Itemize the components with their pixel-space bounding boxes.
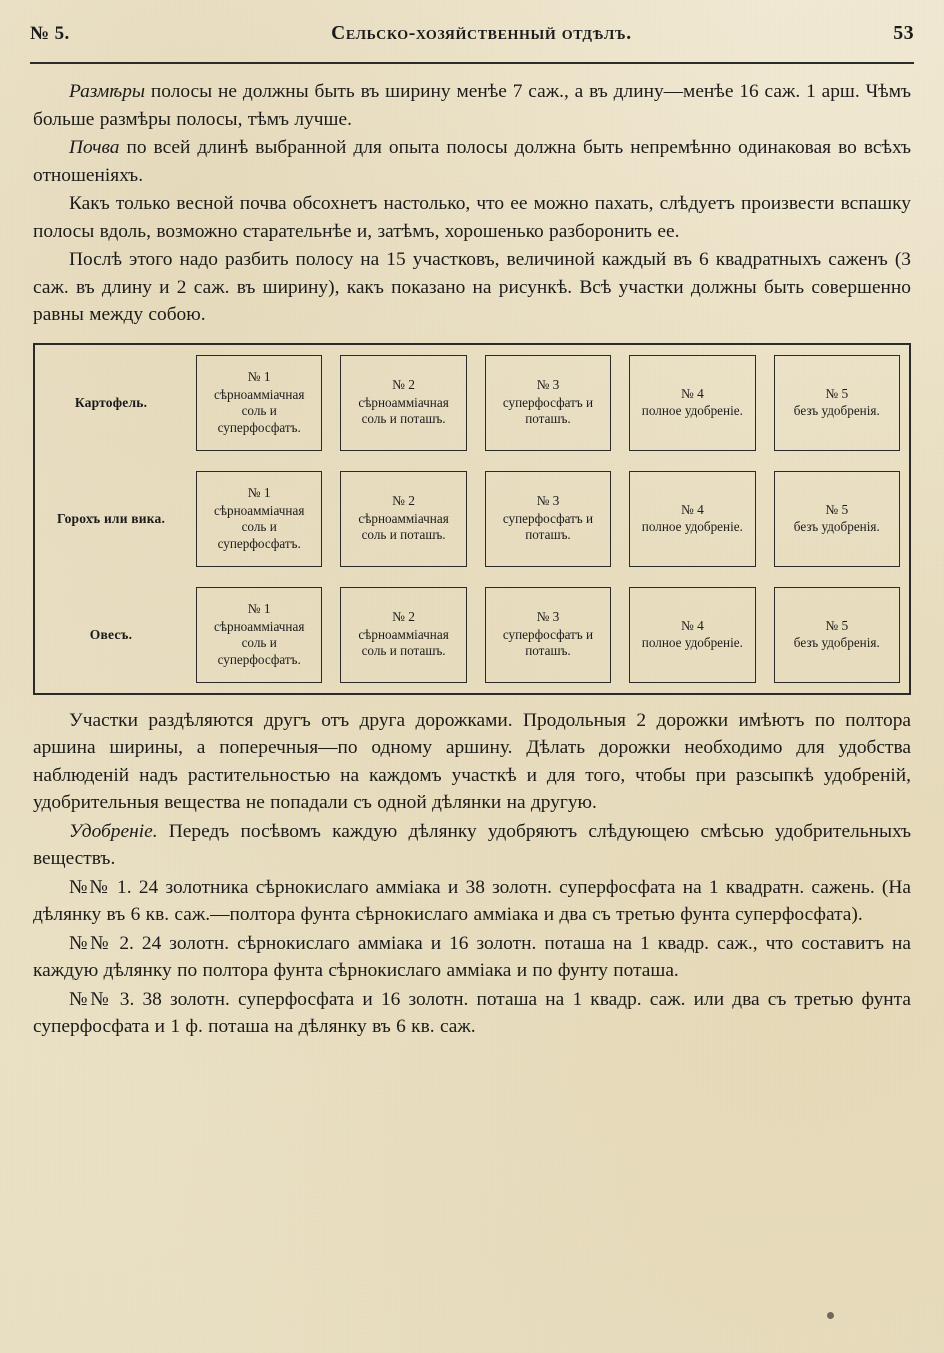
plot-cell (187, 577, 331, 693)
lead-in-sizes: Размѣры (69, 81, 146, 102)
plot-number: № 4 (680, 617, 704, 633)
plot-number: № 1 (247, 601, 271, 616)
paragraph-fertilizer (33, 818, 911, 873)
plot-description: сѣрноаммiачная соль и поташъ. (358, 626, 449, 659)
paragraph-soil-text: по всей длинѣ выбранной для опыта полосы должна быть непремѣнно одинаковая во всѣхъ отношеніяхъ. (33, 137, 911, 186)
paragraph-plots: Послѣ этого надо разбить полосу на 15 участковъ, величиной каждый въ 6 квадратныхъ саженъ (3 саж. въ длину и 2 саж. въ ширину), какъ показано на рисункѣ. Всѣ участки должны быть совершенно равны между собою. (33, 249, 911, 325)
plot-description: полное удобреніе. (641, 403, 743, 418)
plot-cell (620, 577, 764, 693)
plot-cell (765, 345, 909, 461)
paragraph-sizes-text: полосы не должны быть въ ширину менѣе 7 саж., а въ длину—менѣе 16 саж. 1 арш. Чѣмъ больше размѣры полосы, тѣмъ лучше. (33, 81, 911, 130)
plot-cell (765, 577, 909, 693)
lead-in-soil: Почва (69, 137, 120, 158)
plot-number: № 4 (680, 501, 704, 517)
plot-number: № 2 (392, 377, 415, 393)
plot-description: суперфосфатъ и поташъ. (502, 626, 594, 659)
plot-cell (476, 461, 620, 577)
section-title: Сельско-хозяйственный отдѣлъ. (331, 23, 632, 44)
plot-number: № 5 (825, 501, 849, 517)
ink-blot (827, 1312, 834, 1319)
paragraph-sizes (33, 78, 911, 133)
issue-number: № 5. (30, 23, 70, 44)
plot-description: суперфосфатъ и поташъ. (502, 394, 594, 427)
plot-cell (331, 461, 475, 577)
plot-table (35, 345, 909, 693)
plot-cell (187, 345, 331, 461)
plot-description: сѣрноаммiачная соль и поташъ. (358, 510, 449, 543)
plot-number: № 2 (392, 493, 415, 509)
plot-cell (331, 345, 475, 461)
row-label-peas-vetch: Горохъ или вика. (56, 511, 166, 526)
plot-cell (620, 345, 764, 461)
row-label-potato: Картофель. (74, 395, 148, 410)
paragraph-mix-1: №№ 1. 24 золотника сѣрнокислаго аммiака и 38 золотн. суперфосфата на 1 квадратн. сажень. (На дѣлянку въ 6 кв. саж.—полтора фунта сѣрнокислаго аммiака и два съ третью фунта суперфосфата). (33, 876, 911, 925)
header-rule (30, 62, 914, 64)
plot-description: сѣрноаммiачная соль и суперфосфатъ. (213, 502, 305, 551)
plot-cell (620, 461, 764, 577)
paragraph-mix-2: №№ 2. 24 золотн. сѣрнокислаго аммiака и 16 золотн. поташа на 1 квадр. саж., что составитъ на каждую дѣлянку по полтора фунта сѣрнокислаго аммiака и по фунту поташа. (33, 932, 911, 981)
plot-number: № 1 (247, 485, 271, 500)
plot-description: безъ удобренія. (793, 403, 880, 418)
plot-number: № 5 (825, 617, 849, 633)
plot-description: полное удобреніе. (641, 519, 743, 534)
paragraph-plowing: Какъ только весной почва обсохнетъ настолько, что ее можно пахать, слѣдуетъ произвести вспашку полосы вдоль, возможно старательнѣе и, затѣмъ, хорошенько разборонить ее. (33, 193, 911, 242)
plot-description: безъ удобренія. (793, 519, 880, 534)
plot-number: № 3 (536, 377, 560, 393)
table-row (35, 577, 909, 693)
page-number: 53 (893, 22, 914, 44)
row-label-oats: Овесъ. (89, 627, 133, 642)
plot-cell (476, 345, 620, 461)
plot-description: полное удобреніе. (641, 635, 743, 650)
plot-description: сѣрноаммiачная соль и суперфосфатъ. (213, 386, 305, 435)
paragraph-paths: Участки раздѣляются другъ отъ друга дорожками. Продольныя 2 дорожки имѣютъ по полтора аршина ширины, а поперечныя—по одному аршину. Дѣлать дорожки необходимо для удобства наблюденій надъ растительностью на каждомъ участкѣ и для того, чтобы при разсыпкѣ удобреній, удобрительныя вещества не попадали съ одной дѣлянки на другую. (33, 709, 911, 813)
paragraph-soil (33, 134, 911, 189)
plot-cell (331, 577, 475, 693)
plot-description: суперфосфатъ и поташъ. (502, 510, 594, 543)
paragraph-mix-3: №№ 3. 38 золотн. суперфосфата и 16 золотн. поташа на 1 квадр. саж. или два съ третью фунта суперфосфата и 1 ф. поташа на дѣлянку въ 6 кв. саж. (33, 988, 911, 1037)
plot-cell (765, 461, 909, 577)
running-head (30, 22, 914, 56)
after-diagram-text (33, 707, 911, 1041)
plot-layout-diagram (33, 343, 911, 695)
page-content (33, 78, 911, 1042)
plot-number: № 5 (825, 385, 849, 401)
plot-number: № 3 (536, 609, 560, 625)
plot-number: № 4 (680, 385, 704, 401)
table-row (35, 345, 909, 461)
plot-cell (476, 577, 620, 693)
plot-number: № 3 (536, 493, 560, 509)
plot-description: сѣрноаммiачная соль и суперфосфатъ. (213, 618, 305, 667)
paragraph-fertilizer-text: Передъ посѣвомъ каждую дѣлянку удобряютъ слѣдующею смѣсью удобрительныхъ веществъ. (33, 820, 911, 869)
plot-number: № 2 (392, 609, 415, 625)
table-row (35, 461, 909, 577)
plot-cell (187, 461, 331, 577)
lead-in-fertilizer: Удобреніе. (69, 820, 158, 842)
plot-description: сѣрноаммiачная соль и поташъ. (358, 394, 449, 427)
plot-description: безъ удобренія. (793, 635, 880, 650)
plot-number: № 1 (247, 369, 271, 384)
